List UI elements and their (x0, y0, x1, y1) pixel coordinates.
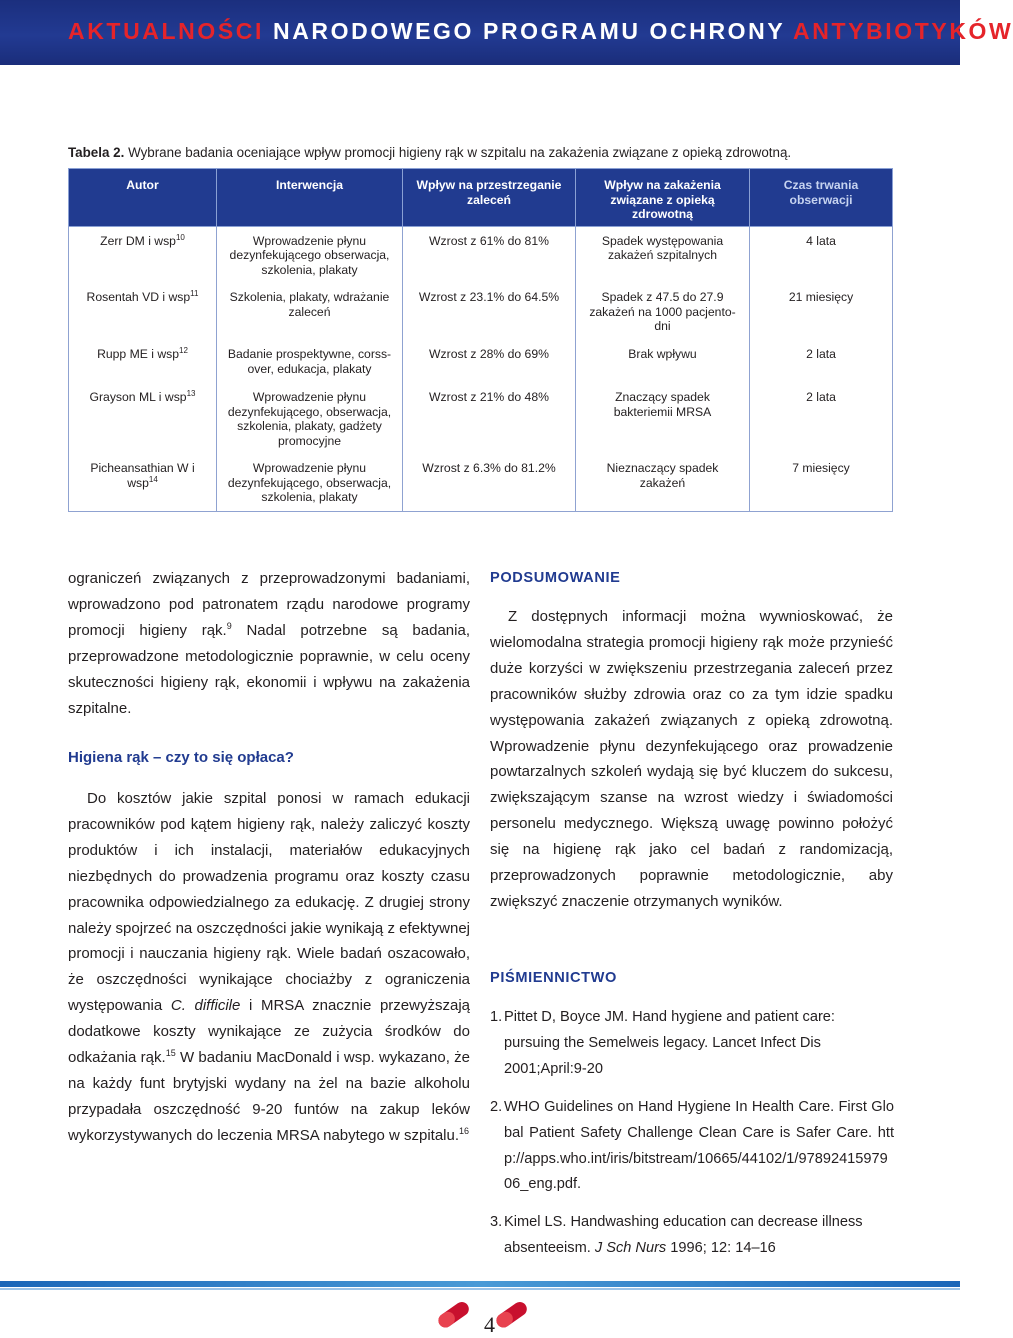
reference-journal: J Sch Nurs (594, 1240, 667, 1257)
reference-item (490, 1005, 894, 1083)
cell-intervention: Wprowadzenie płynu dezynfekującego, obserwacja, szkolenia, plakaty, gadżety promocyjne (217, 383, 403, 454)
text-run: W badaniu MacDonald i wsp. wykazano, że na każdy funt brytyjski wydany na żel na bazie alkoholu przypadała oszczędność 9-20 funtów na zakup leków wykorzystywanych do leczenia MRSA nabytego w szpitalu. (68, 1049, 470, 1144)
summary-text (490, 604, 893, 915)
footer-bar-accent (0, 1288, 960, 1290)
column-header-author: Autor (69, 169, 217, 227)
left-column-cost (68, 786, 470, 1149)
banner-word-3: ANTYBIOTYKÓW (793, 18, 1013, 44)
cell-duration: 2 lata (750, 383, 893, 454)
cell-intervention: Szkolenia, plakaty, wdrażanie zaleceń (217, 283, 403, 340)
table-row (69, 340, 893, 383)
body-paragraph (68, 786, 470, 1149)
body-paragraph (68, 566, 470, 721)
cell-compliance: Wzrost z 28% do 69% (403, 340, 576, 383)
references-heading: PIŚMIENNICTWO (490, 970, 617, 986)
column-header-infection: Wpływ na zakażenia związane z opieką zdrowotną (576, 169, 750, 227)
cell-infection: Spadek występowania zakażeń szpitalnych (576, 226, 750, 283)
cell-duration: 7 miesięcy (750, 454, 893, 511)
cell-compliance: Wzrost z 21% do 48% (403, 383, 576, 454)
reference-number: 10 (175, 232, 185, 242)
column-header-intervention: Interwencja (217, 169, 403, 227)
text-run: ograniczeń związanych z przeprowadzonymi badaniami, wprowadzono pod patronatem rządu narodowe programy promocji higieny rąk. (68, 570, 470, 639)
reference-index: 2. (490, 1098, 503, 1115)
reference-number: 13 (186, 388, 196, 398)
left-column (68, 566, 470, 721)
author-name: Grayson ML i wsp (89, 390, 187, 404)
reference-number: 16 (459, 1125, 470, 1136)
cell-author (69, 340, 217, 383)
column-header-compliance: Wpływ na przestrzeganie zaleceń (403, 169, 576, 227)
body-paragraph: Z dostępnych informacji można wywnioskować, że wielomodalna strategia promocji higieny rąk może przynieść duże korzyści w zwiększeniu przestrzegania zaleceń przez pracowników służby zdrowia oraz co za tym idzie spadku występowania zakażeń związanych z opieką zdrowotną. Wprowadzenie płynu dezynfekującego oraz prowadzenie powtarzalnych szkoleń wydają się być kluczem do sukcesu, zwiększającym szanse na wzrost wiedzy i świadomości personelu medycznego. Większą uwagę powinno położyć się na higienę rąk jako cel badań z randomizacją, przeprowadzonych poprawnie metodologicznie, aby zwiększyć znaczenie otrzymanych wyników. (490, 608, 893, 910)
banner-word-2: NARODOWEGO PROGRAMU OCHRONY (272, 18, 785, 44)
text-run: Nadal potrzebne są badania, przeprowadzone metodologicznie poprawnie, w celu oceny skuteczności higieny rąk, ekonomii i wpływu na zakażenia szpitalne. (68, 621, 470, 717)
cell-intervention: Wprowadzenie płynu dezynfekującego, obserwacja, szkolenia, plakaty (217, 454, 403, 511)
column-header-duration: Czas trwania obserwacji (750, 169, 893, 227)
reference-number: 11 (190, 288, 199, 298)
reference-number: 12 (179, 345, 188, 355)
cell-duration: 21 miesięcy (750, 283, 893, 340)
section-heading: Higiena rąk – czy to się opłaca? (68, 749, 294, 766)
footer-bar (0, 1281, 960, 1287)
cell-intervention: Wprowadzenie płynu dezynfekującego obserwacja, szkolenia, plakaty (217, 226, 403, 283)
table-header-row (69, 169, 893, 227)
author-name: Zerr DM i wsp (100, 233, 176, 248)
text-run: Do kosztów jakie szpital ponosi w ramach edukacji pracowników pod kątem higieny rąk, należy zaliczyć koszty produktów i ich instalacji, materiałów edukacyjnych niezbędnych do prowadzenia programu oraz koszty czasu pracownika odpowiedzialnego za edukację. Z drugiej strony należy spojrzeć na oszczędności jakie wynikają z efektywnej promocji i nauczania higieny rąk. Wiele badań oszacowało, że oszczędności wynikające chociażby z ograniczenia występowania (68, 790, 470, 1015)
reference-number: 14 (148, 474, 158, 484)
text-italic: C. difficile (170, 997, 241, 1015)
cell-author (69, 226, 217, 283)
table-caption-label: Tabela 2. (68, 145, 125, 160)
cell-infection: Brak wpływu (576, 340, 750, 383)
author-name: Rupp ME i wsp (97, 347, 180, 361)
reference-number: 15 (165, 1048, 176, 1059)
cell-compliance: Wzrost z 61% do 81% (403, 226, 576, 283)
banner-title (68, 18, 1013, 45)
cell-compliance: Wzrost z 6.3% do 81.2% (403, 454, 576, 511)
cell-infection: Znaczący spadek bakteriemii MRSA (576, 383, 750, 454)
table-row (69, 383, 893, 454)
reference-item (490, 1095, 894, 1199)
header-banner (0, 0, 1013, 65)
cell-author (69, 383, 217, 454)
studies-table (68, 168, 893, 512)
cell-duration: 2 lata (750, 340, 893, 383)
reference-index: 1. (490, 1009, 503, 1025)
reference-text: Pittet D, Boyce JM. Hand hygiene and patient care: pursuing the Semelweis legacy. Lancet Infect Dis 2001;April:9-20 (504, 1009, 835, 1077)
table-row (69, 283, 893, 340)
reference-number: 9 (226, 620, 232, 631)
cell-author (69, 454, 217, 511)
references-list (490, 1005, 894, 1274)
author-name: Picheansathian W i wsp (90, 461, 195, 490)
text-run: i MRSA znacznie przewyższają dodatkowe koszty wynikające ze zużycia środków do odkażania rąk. (68, 997, 470, 1067)
cell-author (69, 283, 217, 340)
cell-compliance: Wzrost z 23.1% do 64.5% (403, 283, 576, 340)
cell-infection: Spadek z 47.5 do 27.9 zakażeń na 1000 pacjento-dni (576, 283, 750, 340)
reference-index: 3. (490, 1214, 503, 1231)
reference-text: Kimel LS. Handwashing education can decrease illness absenteeism. (504, 1214, 863, 1257)
page-number: 4 (484, 1312, 495, 1337)
table-row (69, 454, 893, 511)
reference-text: WHO Guidelines on Hand Hygiene In Health Care. First Global Patient Safety Challenge Clean Care is Safer Care. http://apps.who.int/iris/bitstream/10665/44102/1/9789241597906_eng.pdf. (504, 1098, 894, 1193)
table-row (69, 226, 893, 283)
banner-word-1: AKTUALNOŚCI (68, 18, 264, 44)
cell-intervention: Badanie prospektywne, corss-over, edukacja, plakaty (217, 340, 403, 383)
reference-text: 1996; 12: 14–16 (666, 1240, 776, 1257)
cell-infection: Nieznaczący spadek zakażeń (576, 454, 750, 511)
reference-item (490, 1210, 894, 1262)
table-caption (68, 145, 791, 160)
table-caption-text: Wybrane badania oceniające wpływ promocji higieny rąk w szpitalu na zakażenia związane z opieką zdrowotną. (128, 145, 792, 160)
cell-duration: 4 lata (750, 226, 893, 283)
author-name: Rosentah VD i wsp (86, 290, 191, 304)
summary-heading: PODSUMOWANIE (490, 570, 621, 586)
